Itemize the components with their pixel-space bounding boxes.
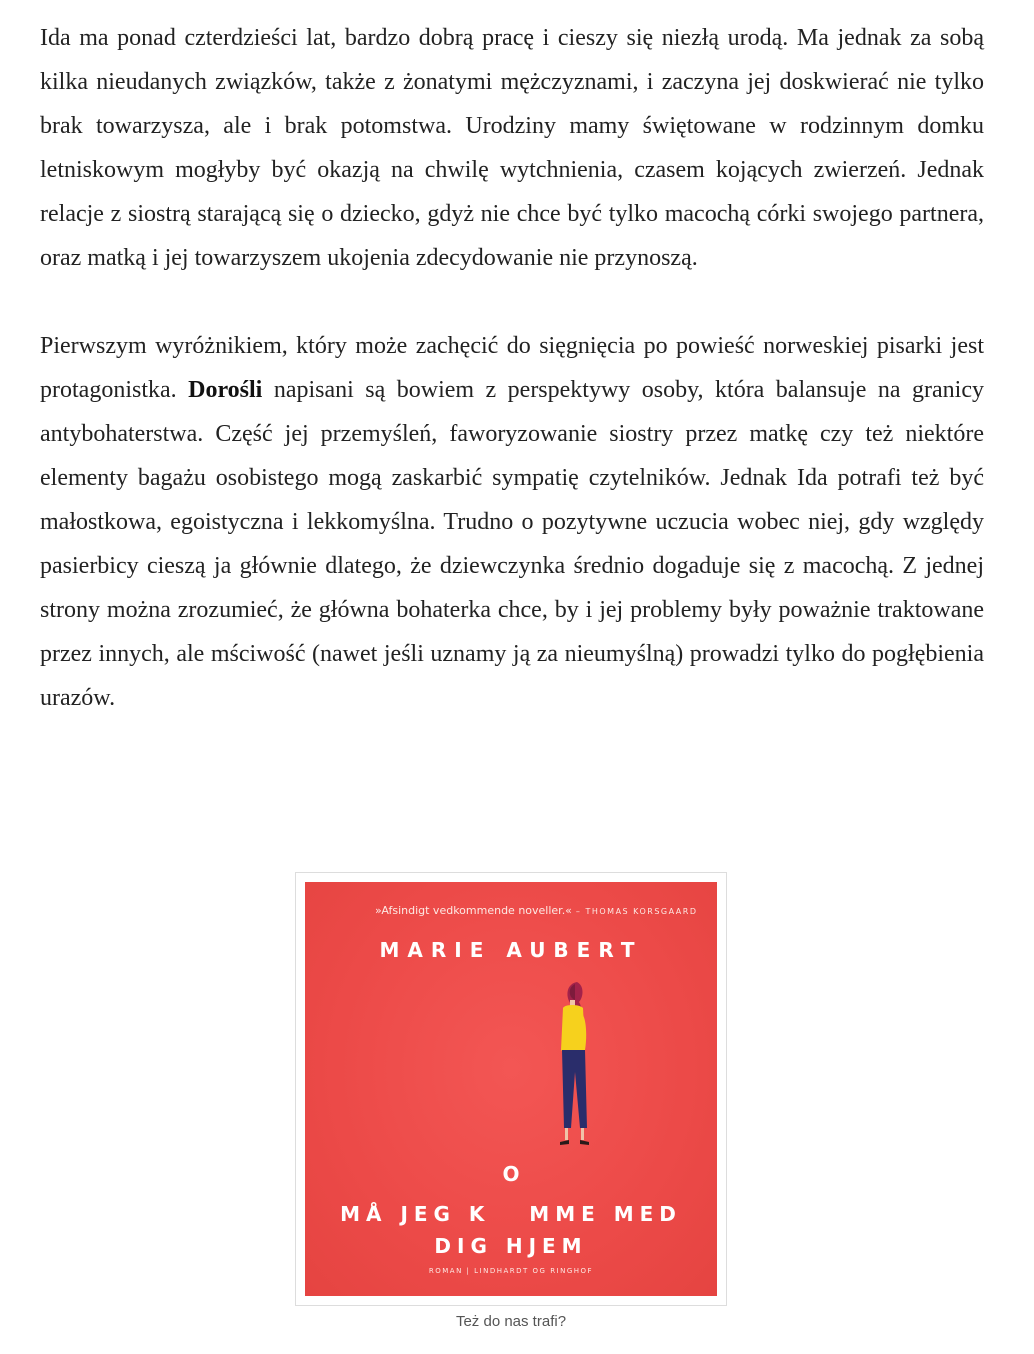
cover-title-line: DIG HJEM: [434, 1234, 588, 1258]
book-cover-figure[interactable]: [295, 872, 727, 1306]
article-paragraph: [40, 324, 984, 720]
book-title-emphasis: Dorośli: [188, 377, 263, 403]
paragraph-text: Ida ma ponad czterdzieści lat, bardzo dobrą pracę i cieszy się niezłą urodą. Ma jednak za sobą kilka nieudanych związków, także z żonatymi mężczyznami, i zaczyna jej doskwierać nie tylko brak towarzysza, ale i brak potomstwa. Urodziny mamy świętowane w rodzinnym domku letniskowym mogłyby być okazją na chwilę wytchnienia, czasem kojących zwierzeń. Jednak relacje z siostrą starającą się o dziecko, gdyż nie chce być tylko macochą córki swojego partnera, oraz matką i jej towarzyszem ukojenia zdecydowanie nie przynoszą.: [40, 25, 984, 271]
article-body: [40, 16, 984, 720]
figure-caption: Też do nas trafi?: [455, 1313, 567, 1330]
cover-title: [305, 1198, 717, 1262]
book-cover-image[interactable]: [305, 882, 717, 1296]
cover-quote-author: – THOMAS KORSGAARD: [575, 907, 698, 916]
cover-author: MARIE AUBERT: [379, 938, 643, 962]
paragraph-text: Pierwszym wyróżnikiem, który może zachęcić do sięgnięcia po powieść norweskiej pisarki jest protagonistka.: [40, 333, 984, 403]
cover-letter-o: O: [502, 1162, 520, 1186]
cover-publisher: ROMAN | LINDHARDT OG RINGHOF: [428, 1267, 594, 1275]
article-paragraph: [40, 16, 984, 280]
paragraph-text: napisani są bowiem z perspektywy osoby, która balansuje na granicy antybohaterstwa. Część jej przemyśleń, faworyzowanie siostry przez matkę czy też niektóre elementy bagażu osobistego mogą zaskarbić sympatię czytelników. Jednak Ida potrafi też być małostkowa, egoistyczna i lekkomyślna. Trudno o pozytywne uczucia wobec niej, gdy względy pasierbicy cieszą ja głównie dlatego, że dziewczynka średnio dogaduje się z macochą. Z jednej strony można zrozumieć, że główna bohaterka chce, by i jej problemy były poważnie traktowane przez innych, ale mściwość (nawet jeśli uznamy ją za nieumyślną) prowadzi tylko do pogłębienia urazów.: [40, 377, 985, 711]
woman-illustration: [557, 978, 617, 1168]
cover-quote: »Afsindigt vedkommende noveller.« – THOMAS KORSGAARD: [375, 904, 698, 917]
cover-title-line: MÅ JEG K MME MED: [340, 1202, 682, 1226]
